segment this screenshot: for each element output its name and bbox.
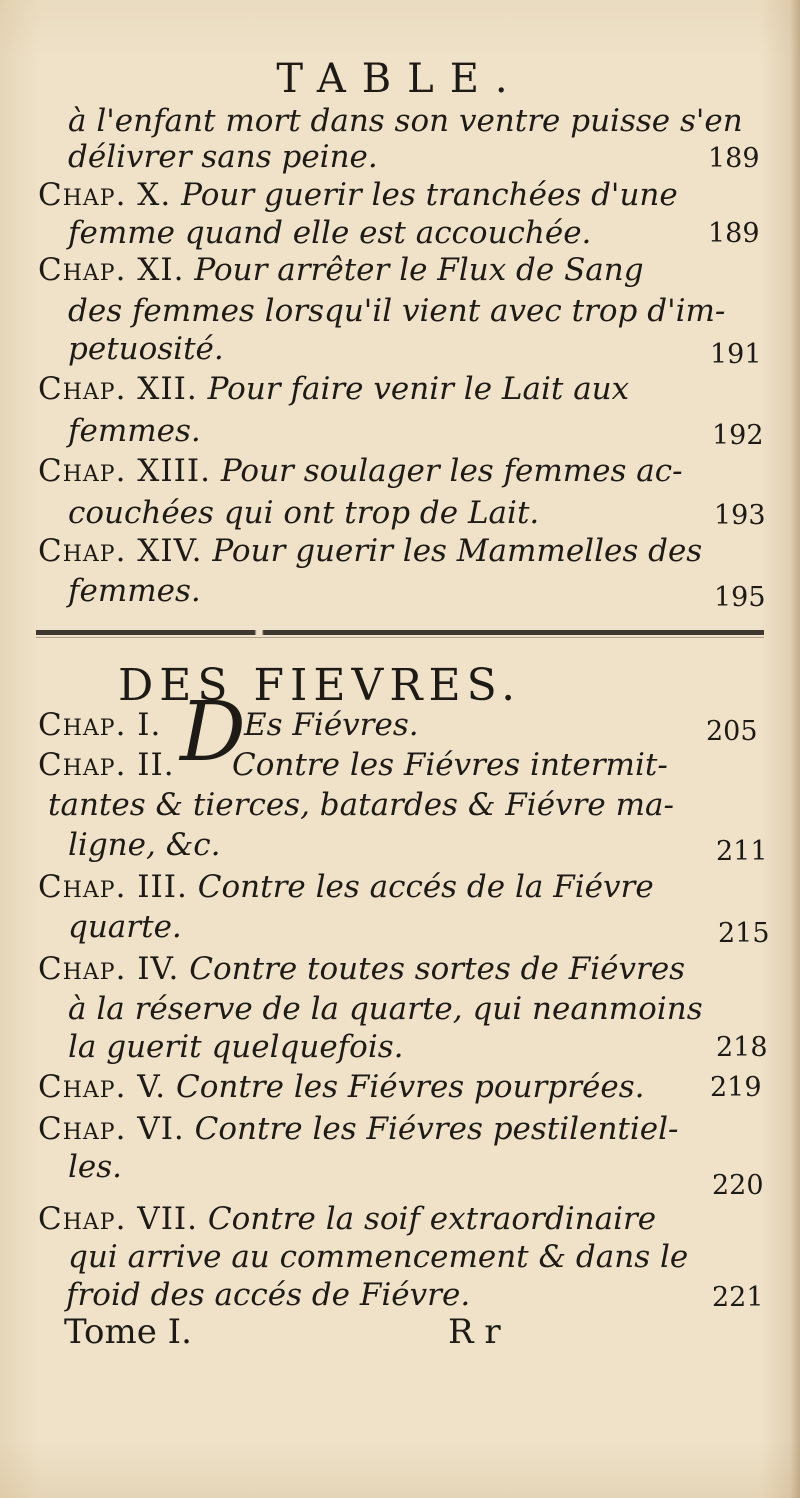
chapter-label: Chap. VI. (38, 1111, 185, 1147)
entry-title: qui arrive au commencement & dans le (68, 1239, 689, 1275)
signature-mark: R r (448, 1312, 501, 1352)
entry-title: Pour guerir les tranchées d'une (181, 177, 678, 213)
toc-line (48, 786, 674, 824)
section-rule (36, 630, 764, 635)
running-head: TABLE. (276, 56, 524, 102)
toc-line (68, 1028, 404, 1066)
entry-title: Contre les Fiévres intermit- (232, 747, 668, 783)
toc-line (38, 950, 685, 988)
page-number: 215 (718, 918, 770, 949)
toc-line (68, 494, 539, 532)
page-number: 189 (708, 143, 760, 174)
toc-line (68, 1148, 122, 1186)
page-number: 191 (710, 339, 762, 370)
toc-line (66, 1276, 470, 1314)
entry-title: Contre les Fiévres pestilentiel- (194, 1111, 679, 1147)
entry-title: tantes & tierces, batardes & Fiévre ma- (48, 787, 674, 823)
page-number: 189 (708, 218, 760, 249)
entry-title: couchées qui ont trop de Lait. (68, 495, 540, 531)
entry-title: les. (68, 1149, 123, 1185)
entry-title: à la réserve de la quarte, qui neanmoins (68, 991, 703, 1027)
entry-title: la guerit quelquefois. (68, 1029, 404, 1065)
toc-line (68, 412, 201, 450)
toc-line (38, 251, 644, 289)
entry-title: Es Fiévres. (244, 707, 419, 743)
toc-line (68, 1238, 688, 1276)
entry-title: Pour arrêter le Flux de Sang (194, 252, 644, 288)
chapter-label: Chap. VII. (38, 1201, 199, 1237)
page-number: 220 (712, 1170, 764, 1201)
chapter-label: Chap. V. (38, 1069, 167, 1105)
chapter-label: Chap. XIV. (38, 533, 203, 569)
toc-line (68, 214, 591, 252)
toc-line (244, 706, 419, 744)
toc-line (68, 330, 224, 368)
chapter-label: Chap. III. (38, 869, 188, 905)
entry-title: ligne, &c. (68, 827, 221, 863)
toc-line (38, 1068, 644, 1106)
signature-left: Tome I. (64, 1312, 192, 1352)
entry-title: des femmes lorsqu'il vient avec trop d'im- (68, 293, 726, 329)
entry-title: Contre la soif extraordinaire (207, 1201, 657, 1237)
entry-title: Pour guerir les Mammelles des (212, 533, 703, 569)
toc-line (68, 572, 201, 610)
toc-line (38, 452, 683, 490)
chapter-label: Chap. X. (38, 177, 172, 213)
toc-line (68, 908, 182, 946)
entry-title: Contre les accés de la Fiévre (197, 869, 654, 905)
toc-line (38, 370, 629, 408)
entry-title: Contre les Fiévres pourprées. (176, 1069, 645, 1105)
chapter-label: Chap. XII. (38, 371, 198, 407)
page-number: 221 (712, 1282, 764, 1313)
entry-title: femme quand elle est accouchée. (68, 215, 592, 251)
page-number: 219 (710, 1072, 762, 1103)
entry-title: Pour soulager les femmes ac- (220, 453, 683, 489)
toc-line (38, 746, 175, 784)
page-edge-shadow (790, 0, 800, 1498)
section-rule-thin (36, 637, 764, 638)
toc-line (68, 826, 221, 864)
drop-cap: D (180, 685, 246, 780)
entry-title: femmes. (68, 573, 201, 609)
page-number: 218 (716, 1032, 768, 1063)
page-number: 205 (706, 716, 758, 747)
toc-line (38, 532, 702, 570)
toc-line (38, 1110, 679, 1148)
toc-line (68, 102, 743, 140)
section-heading: DES FIEVRES. (118, 660, 522, 711)
toc-line (38, 868, 654, 906)
entry-title: Pour faire venir le Lait aux (207, 371, 630, 407)
entry-title: quarte. (68, 909, 182, 945)
page-number: 193 (714, 500, 766, 531)
chapter-label: Chap. XI. (38, 252, 185, 288)
entry-title: Contre toutes sortes de Fiévres (189, 951, 686, 987)
entry-title: femmes. (68, 413, 201, 449)
page-number: 195 (714, 582, 766, 613)
toc-line (38, 706, 161, 744)
page-number: 211 (716, 836, 768, 867)
entry-title: froid des accés de Fiévre. (66, 1277, 471, 1313)
toc-line (68, 292, 725, 330)
chapter-label: Chap. II. (38, 747, 175, 783)
toc-line (68, 990, 703, 1028)
chapter-label: Chap. IV. (38, 951, 180, 987)
toc-line (38, 176, 678, 214)
chapter-label: Chap. XIII. (38, 453, 211, 489)
page-number: 192 (712, 420, 764, 451)
chapter-label: Chap. I. (38, 707, 162, 743)
entry-title: à l'enfant mort dans son ventre puisse s'en (68, 103, 743, 139)
entry-title: petuosité. (68, 331, 224, 367)
toc-line (68, 138, 378, 176)
entry-title: délivrer sans peine. (68, 139, 378, 175)
toc-line (38, 1200, 656, 1238)
toc-line (232, 746, 668, 784)
